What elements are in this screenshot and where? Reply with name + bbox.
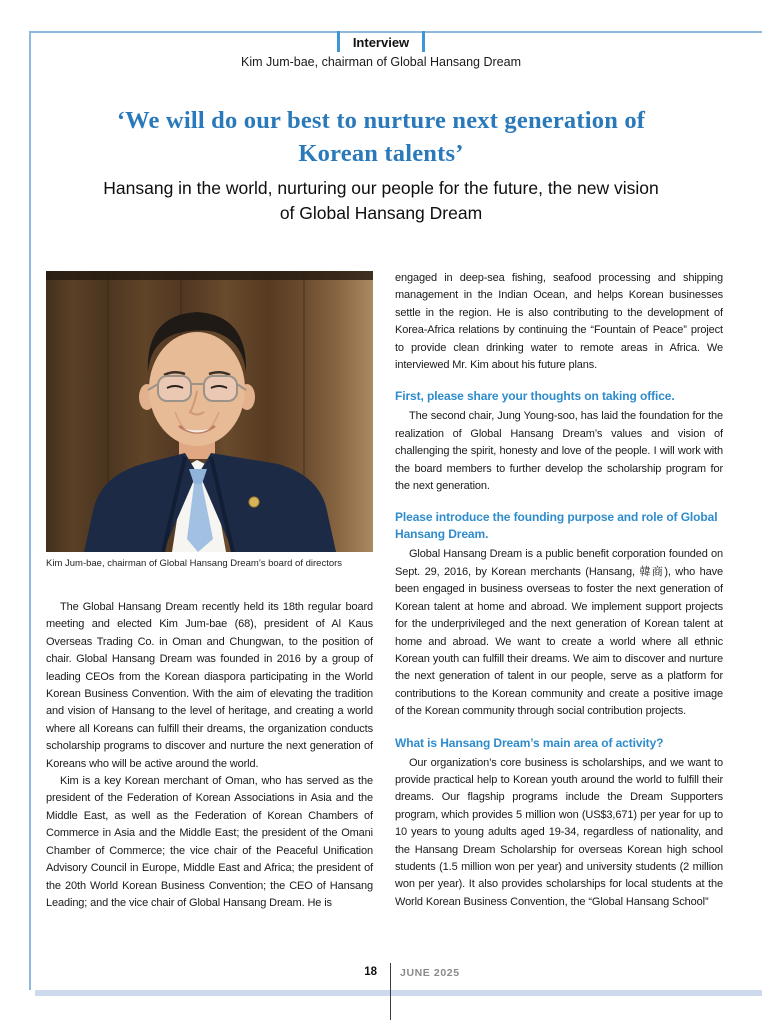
portrait-photo bbox=[46, 271, 373, 552]
page-number: 18 bbox=[364, 966, 377, 978]
answer-paragraph: Our organization’s core business is scholarships, and we want to provide practical help to Korean youth around the world to fulfill their dreams. Our flagship programs include the Dream Supporters program, which provides 5 million won (US$3,671) per year for up to 10 years to young adults aged 19-34, regardless of nationality, and the Hansang Dream Scholarship for overseas Korean high school students (1.5 million won per year) and university students (2 million won per year). It also provides scholarships for local students at the World Korean Business Convention, the “Global Hansang School” bbox=[395, 756, 723, 908]
article-title-line1: ‘We will do our best to nurture next generation of bbox=[116, 107, 646, 134]
article-paragraph-continued: engaged in deep-sea fishing, seafood processing and shipping management in the Indian Ocean, and helps Korean businesses settle in the region. He is also contributing to the development of Korea-Africa relations by continuing the “Fountain of Peace” project to provide clean drinking water to remote areas in Africa. We interviewed Mr. Kim about his future plans. bbox=[395, 272, 723, 372]
issue-date: JUNE 2025 bbox=[400, 967, 460, 979]
frame-bottom-band bbox=[35, 990, 762, 996]
section-tab-label: Interview bbox=[352, 35, 410, 50]
article-title bbox=[0, 104, 762, 170]
center-fold-mark bbox=[390, 963, 391, 1020]
right-column bbox=[395, 270, 723, 911]
article-paragraph: Kim is a key Korean merchant of Oman, who has served as the president of the Federation of Korean Associations in Asia and the Middle East, as well as the Federation of Korean Chambers of Commerce in Asia and the Middle East; the president of the Omani Chamber of Commerce; the vice chair of the Peaceful Unification Advisory Council in Europe, Middle East and Africa; the president of the 20th World Korean Business Convention; the CEO of Hansang Leading; and the vice chair of Global Hansang Dream. He is bbox=[46, 775, 373, 909]
article-subtitle-line2: of Global Hansang Dream bbox=[279, 202, 483, 223]
question-heading: First, please share your thoughts on taking office. bbox=[395, 389, 675, 404]
article-paragraph: The Global Hansang Dream recently held its 18th regular board meeting and elected Kim Jum-bae (68), president of Al Kaus Overseas Trading Co. in Oman and Chungwan, to the position of chair. Global Hansang Dream was founded in 2016 by a group of leading CEOs from the Korean diaspora participating in the World Korean Business Convention. With the aim of elevating the tradition and vision of Hansang to the level of heritage, and creating a world where all Koreans can fulfill their dreams, the organization conducts scholarship programs to discover and nurture the next generation of Koreans who will be active around the world. bbox=[46, 601, 373, 770]
section-tab bbox=[0, 31, 762, 52]
answer-paragraph: Global Hansang Dream is a public benefit corporation founded on Sept. 29, 2016, by Korean merchants (Hansang, 韓商), who have been engaged in business overseas to foster the next generation of Korean talent at home and abroad. We implement support projects for the underprivileged and the next generation of Korean talent at home and abroad. We want to create a world where all ethnic Korean youth can fulfill their dreams. We aim to discover and nurture the next generation of talent in our people, serve as a platform for contributions to the Korean community and create a positive image of the Korean community through social contribution projects. bbox=[395, 548, 723, 718]
answer-paragraph: The second chair, Jung Young-soo, has laid the foundation for the realization of Global Hansang Dream’s values and vision of challenging the spirit, honesty and love of the people. I will work with the board members to further develop the scholarship program for the next generation. bbox=[395, 410, 723, 493]
photo-caption: Kim Jum-bae, chairman of Global Hansang Dream’s board of directors bbox=[46, 558, 343, 569]
frame-left-rule bbox=[29, 31, 31, 990]
article-title-line2: Korean talents’ bbox=[298, 140, 464, 167]
article-subtitle bbox=[0, 176, 762, 225]
interviewee-byline: Kim Jum-bae, chairman of Global Hansang Dream bbox=[241, 55, 521, 69]
tab-right-bar bbox=[422, 31, 425, 52]
question-heading: Please introduce the founding purpose and role of Global Hansang Dream. bbox=[395, 510, 718, 542]
left-column bbox=[46, 271, 373, 912]
article-subtitle-line1: Hansang in the world, nurturing our people for the future, the new vision bbox=[103, 178, 659, 198]
question-heading: What is Hansang Dream’s main area of activity? bbox=[395, 735, 664, 750]
